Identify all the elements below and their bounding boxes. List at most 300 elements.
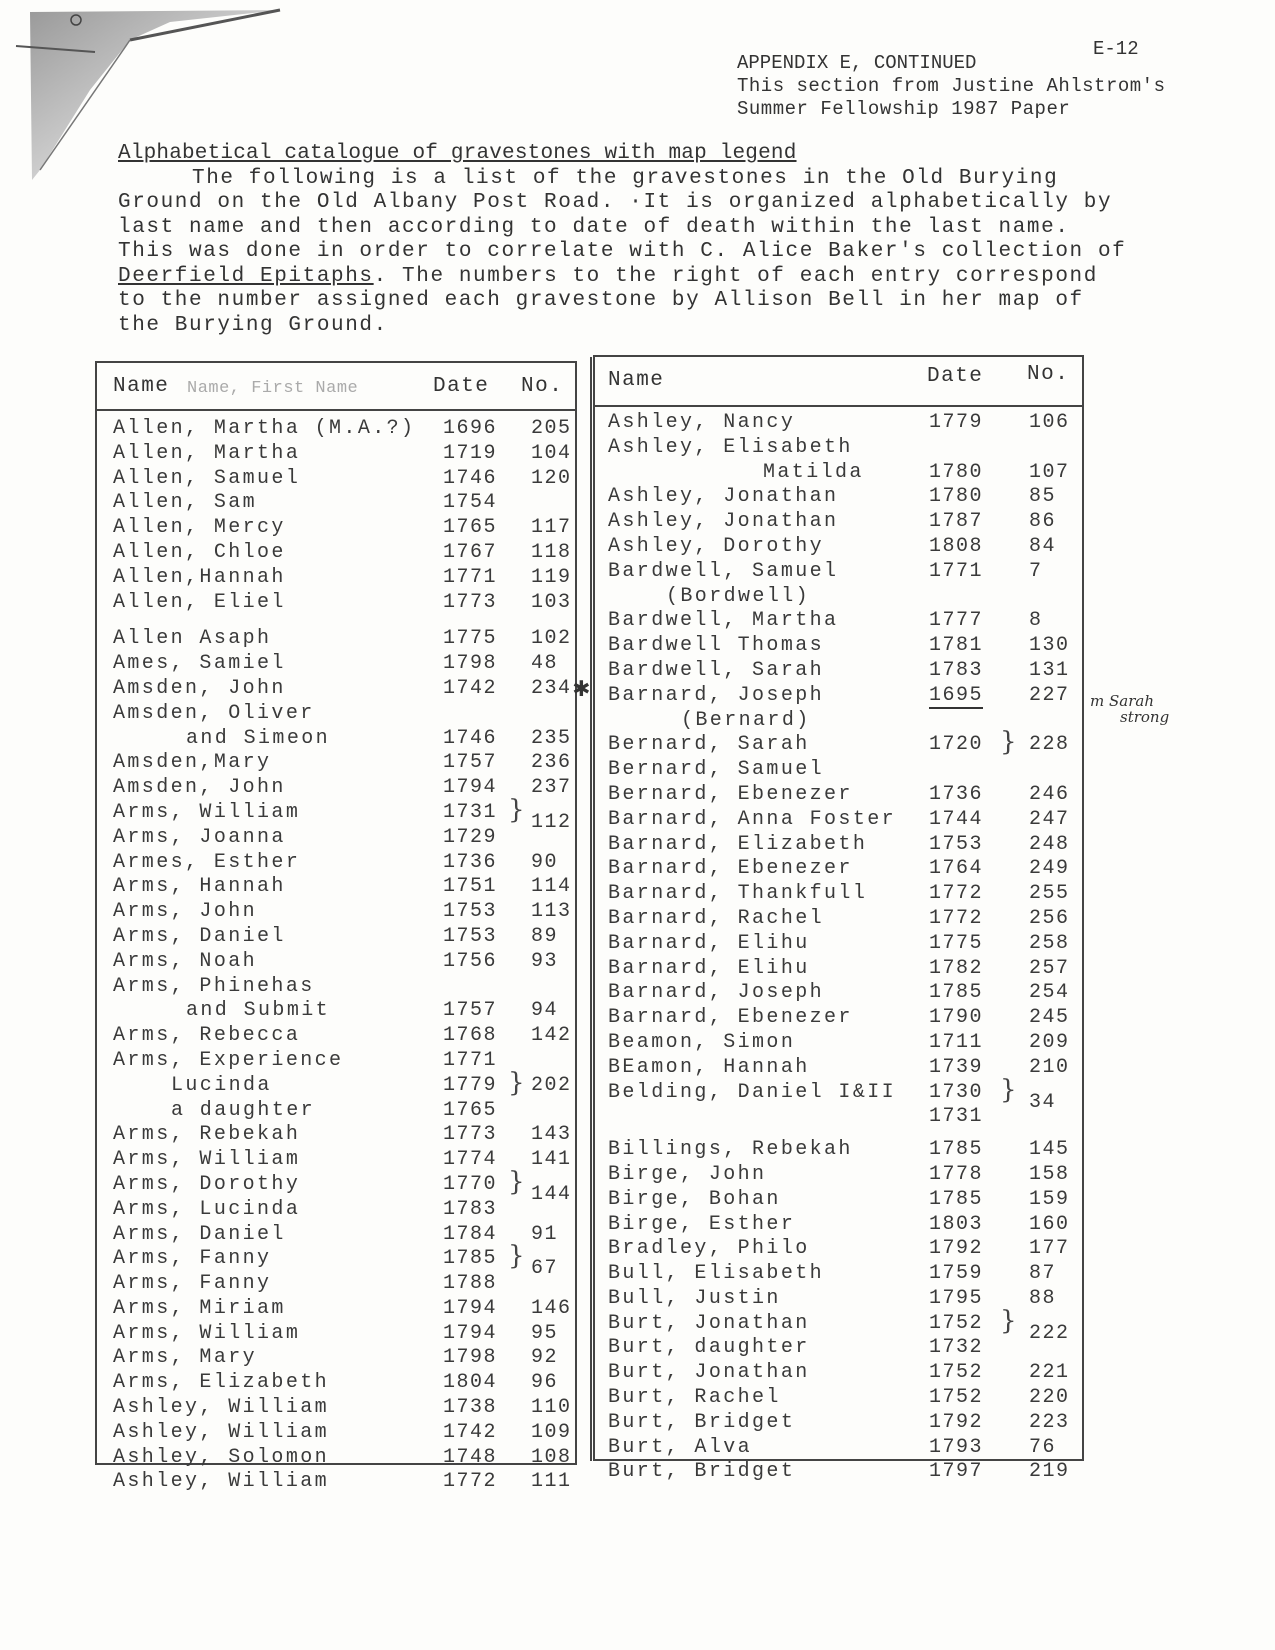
entry-date: 1765 [443, 1098, 498, 1122]
table-row [608, 659, 1088, 684]
table-row [608, 957, 1088, 982]
entry-number: 209 [1029, 1030, 1070, 1054]
intro-text-2: . The numbers to the right of each entry correspond to the number assigned each gravestone by Allison Bell in her map of the Burying Ground. [118, 264, 1098, 337]
entry-date: 1765 [443, 516, 498, 540]
entry-name: Ashley, Dorothy [608, 534, 825, 558]
entry-date: 1744 [929, 807, 984, 831]
entry-number: 95 [531, 1321, 559, 1345]
entry-number: 86 [1029, 510, 1057, 534]
table-row [608, 535, 1088, 560]
entry-name: Ashley, Jonathan [608, 510, 839, 534]
entry-date: 1746 [443, 466, 498, 490]
table-row [608, 833, 1088, 858]
table-row [113, 1198, 583, 1223]
entry-number: 219 [1029, 1460, 1070, 1484]
entry-date: 1790 [929, 1006, 984, 1030]
entry-name: Arms, Joanna [113, 825, 286, 849]
entry-number: 177 [1029, 1237, 1070, 1261]
entry-number: 145 [1029, 1138, 1070, 1162]
entry-number: 228 [1029, 733, 1070, 757]
entry-date: 1798 [443, 652, 498, 676]
entry-name: Bull, Elisabeth [608, 1262, 825, 1286]
table-row [113, 1470, 583, 1495]
entry-name: Allen, Sam [113, 491, 258, 515]
entry-name: Armes, Esther [113, 850, 301, 874]
table-row [608, 1305, 1088, 1345]
entry-name: Bradley, Philo [608, 1237, 810, 1261]
table-row [608, 907, 1088, 932]
entry-date: 1779 [929, 411, 984, 434]
left-header-divider [95, 409, 575, 411]
entry-number: 255 [1029, 882, 1070, 906]
entry-date: 1773 [443, 1123, 498, 1147]
entry-name: Ashley, William [113, 1420, 330, 1444]
left-header-date: Date [433, 375, 490, 398]
table-row [113, 541, 583, 566]
entry-number: 221 [1029, 1361, 1070, 1385]
table-row [113, 851, 583, 876]
entry-date: 1794 [443, 1321, 498, 1345]
table-row [113, 566, 583, 591]
entry-date: 1785 [929, 1138, 984, 1162]
table-row [113, 751, 583, 776]
entry-number: 236 [531, 751, 572, 775]
entry-date: 1785 [929, 981, 984, 1005]
entry-number: 106 [1029, 411, 1070, 434]
table-row [608, 1188, 1088, 1213]
table-row [113, 1241, 583, 1281]
book-title: Deerfield Epitaphs [118, 264, 374, 288]
table-row [113, 727, 583, 752]
entry-name: Ashley, Elisabeth [608, 435, 853, 459]
table-row [113, 442, 583, 467]
entry-name: Burt, Bridget [608, 1410, 796, 1434]
entry-date: 1804 [443, 1371, 498, 1395]
entry-number: 249 [1029, 857, 1070, 881]
entry-date: 1736 [443, 850, 498, 874]
left-header-ghost: Name, First Name [187, 379, 359, 398]
entry-name: Burt, Jonathan [608, 1311, 810, 1335]
table-row [113, 1322, 583, 1347]
entry-name: Arms, Rebecca [113, 1024, 301, 1048]
entry-date: 1759 [929, 1262, 984, 1286]
entry-number: 146 [531, 1296, 572, 1320]
entry-date: 1788 [443, 1272, 498, 1296]
table-row [113, 900, 583, 925]
margin-note-line-2: strong [1120, 708, 1170, 726]
entry-date: 1770 [443, 1172, 498, 1196]
entry-date: 1730 [929, 1080, 984, 1104]
entry-name: Amsden, John [113, 676, 286, 700]
table-row [113, 1166, 583, 1206]
table-row [608, 485, 1088, 510]
table-row [113, 1346, 583, 1371]
entry-number: 210 [1029, 1055, 1070, 1079]
entry-name: Arms, Rebekah [113, 1123, 301, 1147]
entry-name: Bernard, Samuel [608, 758, 825, 782]
table-row [608, 1031, 1088, 1056]
entry-number: 254 [1029, 981, 1070, 1005]
table-row [113, 1024, 583, 1049]
entry-number: 158 [1029, 1162, 1070, 1186]
table-row [113, 1099, 583, 1124]
table-row [113, 975, 583, 1000]
entry-date: 1696 [443, 417, 498, 440]
appendix-heading: APPENDIX E, CONTINUED [737, 52, 977, 74]
entry-name: Bull, Justin [608, 1286, 781, 1310]
table-row [113, 491, 583, 516]
entry-name: Arms, Fanny [113, 1272, 272, 1296]
table-row [608, 436, 1088, 461]
table-row [608, 1074, 1088, 1114]
table-row [608, 1262, 1088, 1287]
entry-date: 1785 [929, 1187, 984, 1211]
entry-number: 7 [1029, 559, 1043, 583]
table-row [113, 1297, 583, 1322]
entry-date: 1798 [443, 1346, 498, 1370]
entry-name: Bardwell, Samuel [608, 559, 839, 583]
margin-note-line-1: m Sarah [1090, 692, 1154, 710]
table-row [608, 1411, 1088, 1436]
entry-date: 1720 [929, 733, 984, 757]
entry-number: 202 [531, 1073, 572, 1097]
entry-name: Allen, Samuel [113, 466, 301, 490]
entry-number: 130 [1029, 634, 1070, 658]
entry-number: 247 [1029, 807, 1070, 831]
entry-date: 1731 [929, 1105, 984, 1129]
entry-name: Bernard, Sarah [608, 733, 810, 757]
entry-name: Arms, John [113, 900, 258, 924]
table-row [608, 808, 1088, 833]
table-row [608, 461, 1088, 486]
table-row [608, 981, 1088, 1006]
entry-number: 93 [531, 949, 559, 973]
entry-name: Allen Asaph [113, 627, 272, 651]
right-header-date: Date [927, 365, 984, 388]
entry-date: 1784 [443, 1222, 498, 1246]
entry-number: 85 [1029, 485, 1057, 509]
group-brace: } [508, 1241, 525, 1272]
entry-number: 107 [1029, 460, 1070, 484]
entry-date: 1738 [443, 1396, 498, 1420]
entry-name: Bardwell, Sarah [608, 658, 825, 682]
right-entries [608, 411, 1088, 1485]
entry-name: Barnard, Thankfull [608, 882, 868, 906]
table-row [113, 417, 583, 442]
table-row [113, 826, 583, 851]
entry-number: 160 [1029, 1212, 1070, 1236]
table-row [608, 882, 1088, 907]
entry-name: Arms, Phinehas [113, 974, 315, 998]
entry-date: 1753 [443, 924, 498, 948]
entry-name: Lucinda [171, 1073, 272, 1097]
entry-date: 1736 [929, 782, 984, 806]
entry-name: Matilda [763, 460, 864, 484]
entry-number: 223 [1029, 1410, 1070, 1434]
entry-number: 159 [1029, 1187, 1070, 1211]
entry-number: 88 [1029, 1286, 1057, 1310]
entry-date: 1752 [929, 1311, 984, 1335]
group-brace: } [1000, 1074, 1017, 1105]
table-row [113, 652, 583, 677]
entry-number: 90 [531, 850, 559, 874]
entry-number: 76 [1029, 1435, 1057, 1459]
source-line-1: This section from Justine Ahlstrom's [737, 75, 1166, 97]
entry-name: Barnard, Elizabeth [608, 832, 868, 856]
entry-date: 1752 [929, 1361, 984, 1385]
catalogue-title: Alphabetical catalogue of gravestones with map legend [118, 142, 797, 165]
table-row [113, 591, 583, 616]
entry-name: Barnard, Elihu [608, 931, 810, 955]
entry-number: 102 [531, 627, 572, 651]
entry-date: 1772 [929, 882, 984, 906]
table-row [608, 932, 1088, 957]
entry-number: 104 [531, 441, 572, 465]
entry-number: 67 [531, 1257, 559, 1281]
table-row [608, 1213, 1088, 1238]
entry-date: 1783 [443, 1197, 498, 1221]
right-header-no: No. [1027, 363, 1070, 386]
entry-number: 8 [1029, 609, 1043, 633]
entry-date: 1782 [929, 956, 984, 980]
entry-name: Arms, Lucinda [113, 1197, 301, 1221]
entry-name: Ashley, Jonathan [608, 485, 839, 509]
table-row [113, 677, 583, 702]
entry-date: 1795 [929, 1286, 984, 1310]
group-brace: } [508, 794, 525, 825]
introduction [118, 142, 1138, 338]
table-row [608, 585, 1088, 610]
entry-number: 119 [531, 565, 572, 589]
entry-number: 92 [531, 1346, 559, 1370]
entry-number: 113 [531, 900, 572, 924]
entry-name: Amsden, John [113, 776, 286, 800]
table-row [113, 702, 583, 727]
entry-number: 131 [1029, 658, 1070, 682]
entry-name: Arms, Fanny [113, 1247, 272, 1271]
entry-name: (Bordwell) [666, 584, 811, 608]
entry-date: 1748 [443, 1445, 498, 1469]
table-row [113, 794, 583, 834]
entry-name: Belding, Daniel I&II [608, 1080, 897, 1104]
table-row [608, 411, 1088, 436]
table-row [608, 634, 1088, 659]
entry-number: 117 [531, 516, 572, 540]
entry-number: 222 [1029, 1321, 1070, 1345]
table-row [113, 516, 583, 541]
entry-name: Ames, Samiel [113, 652, 286, 676]
entry-name: Arms, Hannah [113, 875, 286, 899]
entry-number: 235 [531, 726, 572, 750]
intro-text-1: The following is a list of the gravestones in the Old Burying Ground on the Old Albany Post Road. ·It is organized alphabetically by last name and then according to date of death within the last name. This was done in order to correlate with C. Alice Baker's collection of [118, 166, 1127, 263]
table-row [113, 467, 583, 492]
table-row [608, 1237, 1088, 1262]
entry-date: 1771 [929, 559, 984, 583]
table-row [113, 1272, 583, 1297]
entry-date: 1742 [443, 1420, 498, 1444]
left-header-name: Name [113, 375, 170, 398]
entry-name: Arms, William [113, 800, 301, 824]
entry-number: 143 [531, 1123, 572, 1147]
table-row [608, 758, 1088, 783]
left-entries [113, 417, 583, 1495]
table-row [113, 999, 583, 1024]
entry-date: 1731 [443, 800, 498, 824]
entry-name: Allen, Martha [113, 441, 301, 465]
entry-date: 1777 [929, 609, 984, 633]
entry-date: 1719 [443, 441, 498, 465]
entry-date: 1753 [443, 900, 498, 924]
entry-name: Birge, Esther [608, 1212, 796, 1236]
entry-name: Bernard, Ebenezer [608, 782, 853, 806]
entry-name: Barnard, Joseph [608, 683, 825, 707]
entry-number: 111 [531, 1470, 572, 1494]
table-row [608, 727, 1088, 758]
table-row [608, 609, 1088, 634]
entry-name: Barnard, Anna Foster [608, 807, 897, 831]
entry-date: 1794 [443, 776, 498, 800]
entry-number: 94 [531, 999, 559, 1023]
entry-name: Amsden, Oliver [113, 701, 315, 725]
asterisk-mark-icon: ✱ [573, 674, 590, 705]
table-row [608, 1436, 1088, 1461]
entry-name: BEamon, Hannah [608, 1055, 810, 1079]
entry-name: Allen, Mercy [113, 516, 286, 540]
table-row [608, 1105, 1088, 1130]
entry-number: 227 [1029, 683, 1070, 707]
entry-date: 1757 [443, 999, 498, 1023]
entry-name: (Bernard) [681, 708, 811, 732]
entry-date: 1739 [929, 1055, 984, 1079]
table-row [608, 1336, 1088, 1361]
entry-date: 1751 [443, 875, 498, 899]
entry-name: Arms, William [113, 1148, 301, 1172]
entry-name: Allen, Chloe [113, 540, 286, 564]
entry-date: 1781 [929, 634, 984, 658]
entry-date: 1771 [443, 565, 498, 589]
entry-name: Birge, Bohan [608, 1187, 781, 1211]
entry-name: Barnard, Joseph [608, 981, 825, 1005]
entry-number: 120 [531, 466, 572, 490]
table-row [608, 684, 1088, 709]
group-brace: } [508, 1067, 525, 1098]
entry-number: 245 [1029, 1006, 1070, 1030]
entry-name: Birge, John [608, 1162, 767, 1186]
entry-number: 110 [531, 1396, 572, 1420]
entry-number: 220 [1029, 1386, 1070, 1410]
table-row [608, 1138, 1088, 1163]
entry-date: 1793 [929, 1435, 984, 1459]
entry-number: 256 [1029, 906, 1070, 930]
group-brace: } [1000, 1305, 1017, 1336]
entry-number: 34 [1029, 1090, 1057, 1114]
table-row [113, 627, 583, 652]
entry-number: 246 [1029, 782, 1070, 806]
table-row [608, 1006, 1088, 1031]
entry-number: 48 [531, 652, 559, 676]
entry-date: 1774 [443, 1148, 498, 1172]
entry-name: Allen, Eliel [113, 590, 286, 614]
group-brace: } [508, 1166, 525, 1197]
entry-date: 1756 [443, 949, 498, 973]
entry-name: Arms, Experience [113, 1048, 344, 1072]
entry-number: 112 [531, 810, 572, 834]
entry-date: 1792 [929, 1410, 984, 1434]
table-row [608, 510, 1088, 535]
entry-name: Ashley, Solomon [113, 1445, 330, 1469]
entry-date: 1772 [443, 1470, 498, 1494]
entry-number: 118 [531, 540, 572, 564]
entry-name: Burt, Alva [608, 1435, 753, 1459]
entry-date: 1785 [443, 1247, 498, 1271]
entry-name: Arms, Dorothy [113, 1172, 301, 1196]
table-row [113, 1067, 583, 1099]
entry-date: 1803 [929, 1212, 984, 1236]
entry-date: 1780 [929, 485, 984, 509]
entry-number: 84 [1029, 534, 1057, 558]
entry-date: 1794 [443, 1296, 498, 1320]
entry-date: 1792 [929, 1237, 984, 1261]
entry-name: Ashley, William [113, 1396, 330, 1420]
entry-number: 257 [1029, 956, 1070, 980]
entry-date: 1711 [929, 1030, 984, 1054]
entry-date: 1797 [929, 1460, 984, 1484]
entry-date: 1767 [443, 540, 498, 564]
entry-name: Barnard, Ebenezer [608, 1006, 853, 1030]
entry-name: Ashley, William [113, 1470, 330, 1494]
entry-number: 144 [531, 1182, 572, 1206]
entry-date: 1773 [443, 590, 498, 614]
entry-number: 96 [531, 1371, 559, 1395]
entry-number: 248 [1029, 832, 1070, 856]
entry-date: 1775 [929, 931, 984, 955]
entry-date: 1768 [443, 1024, 498, 1048]
entry-number: 237 [531, 776, 572, 800]
entry-name: Arms, Elizabeth [113, 1371, 330, 1395]
entry-number: 234 [531, 676, 572, 700]
entry-name: and Submit [186, 999, 331, 1023]
entry-date: 1780 [929, 460, 984, 484]
entry-name: Allen, Martha (M.A.?) [113, 417, 416, 440]
table-row [113, 1123, 583, 1148]
entry-name: Allen,Hannah [113, 565, 286, 589]
entry-name: Barnard, Rachel [608, 906, 825, 930]
entry-date: 1742 [443, 676, 498, 700]
entry-number: 87 [1029, 1262, 1057, 1286]
entry-date: 1808 [929, 534, 984, 558]
entry-date: 1746 [443, 726, 498, 750]
table-row [608, 783, 1088, 808]
entry-number: 91 [531, 1222, 559, 1246]
table-row [113, 1396, 583, 1421]
entry-name: Ashley, Nancy [608, 411, 796, 434]
entry-number: 89 [531, 924, 559, 948]
table-row [113, 875, 583, 900]
entry-number: 103 [531, 590, 572, 614]
entry-date: 1732 [929, 1336, 984, 1360]
entry-date: 1764 [929, 857, 984, 881]
entry-date: 1787 [929, 510, 984, 534]
entry-name: Billings, Rebekah [608, 1138, 853, 1162]
entry-name: Arms, Mary [113, 1346, 258, 1370]
entry-name: and Simeon [186, 726, 331, 750]
entry-name: Burt, Jonathan [608, 1361, 810, 1385]
table-row [113, 925, 583, 950]
entry-date: 1695 [929, 683, 984, 707]
entry-number: 205 [531, 417, 572, 440]
table-row [608, 1460, 1088, 1485]
source-line-2: Summer Fellowship 1987 Paper [737, 98, 1071, 120]
